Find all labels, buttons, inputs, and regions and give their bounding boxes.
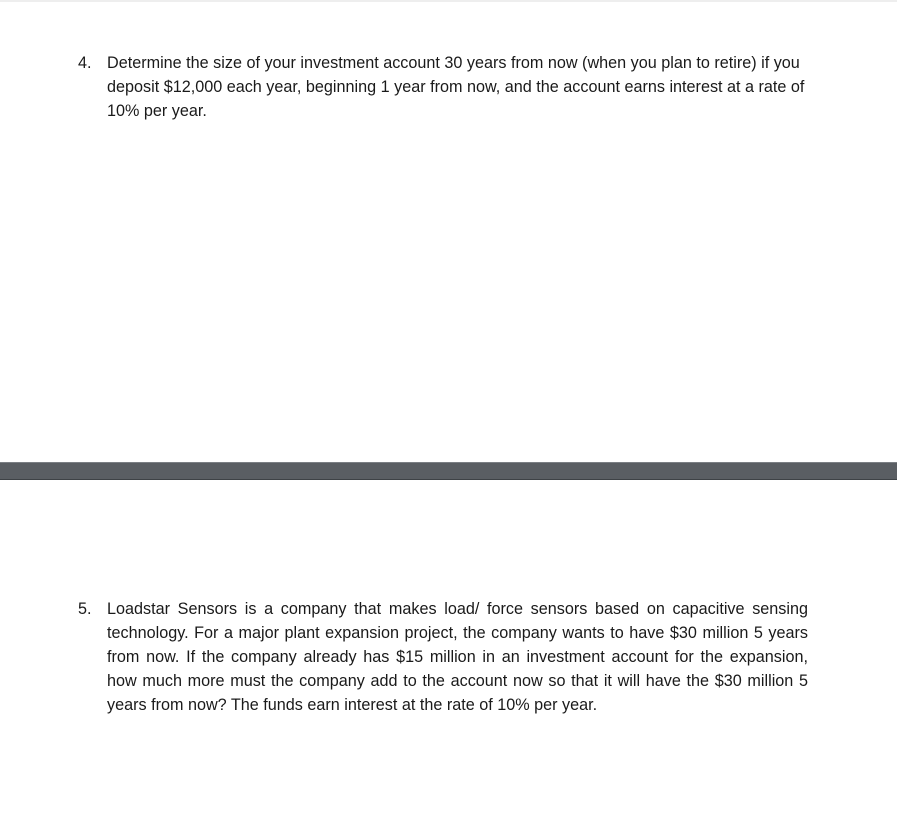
question-4-number: 4. [78, 54, 92, 72]
question-4 [78, 51, 808, 123]
question-5-text: Loadstar Sensors is a company that makes load/ force sensors based on capacitive sensing technology. For a major plant expansion project, the company wants to have $30 million 5 years from now. If the company already has $15 million in an investment account for the expansion, how much more must the company add to the account now so that it will have the $30 million 5 years from now? The funds earn interest at the rate of 10% per year. [107, 600, 808, 714]
question-5-number: 5. [78, 600, 92, 618]
question-5 [78, 597, 808, 717]
question-4-text: Determine the size of your investment account 30 years from now (when you plan to retire) if you deposit $12,000 each year, beginning 1 year from now, and the account earns interest at a rate of 10% per year. [107, 54, 805, 120]
page-separator [0, 462, 897, 480]
page-top-edge [0, 0, 897, 2]
